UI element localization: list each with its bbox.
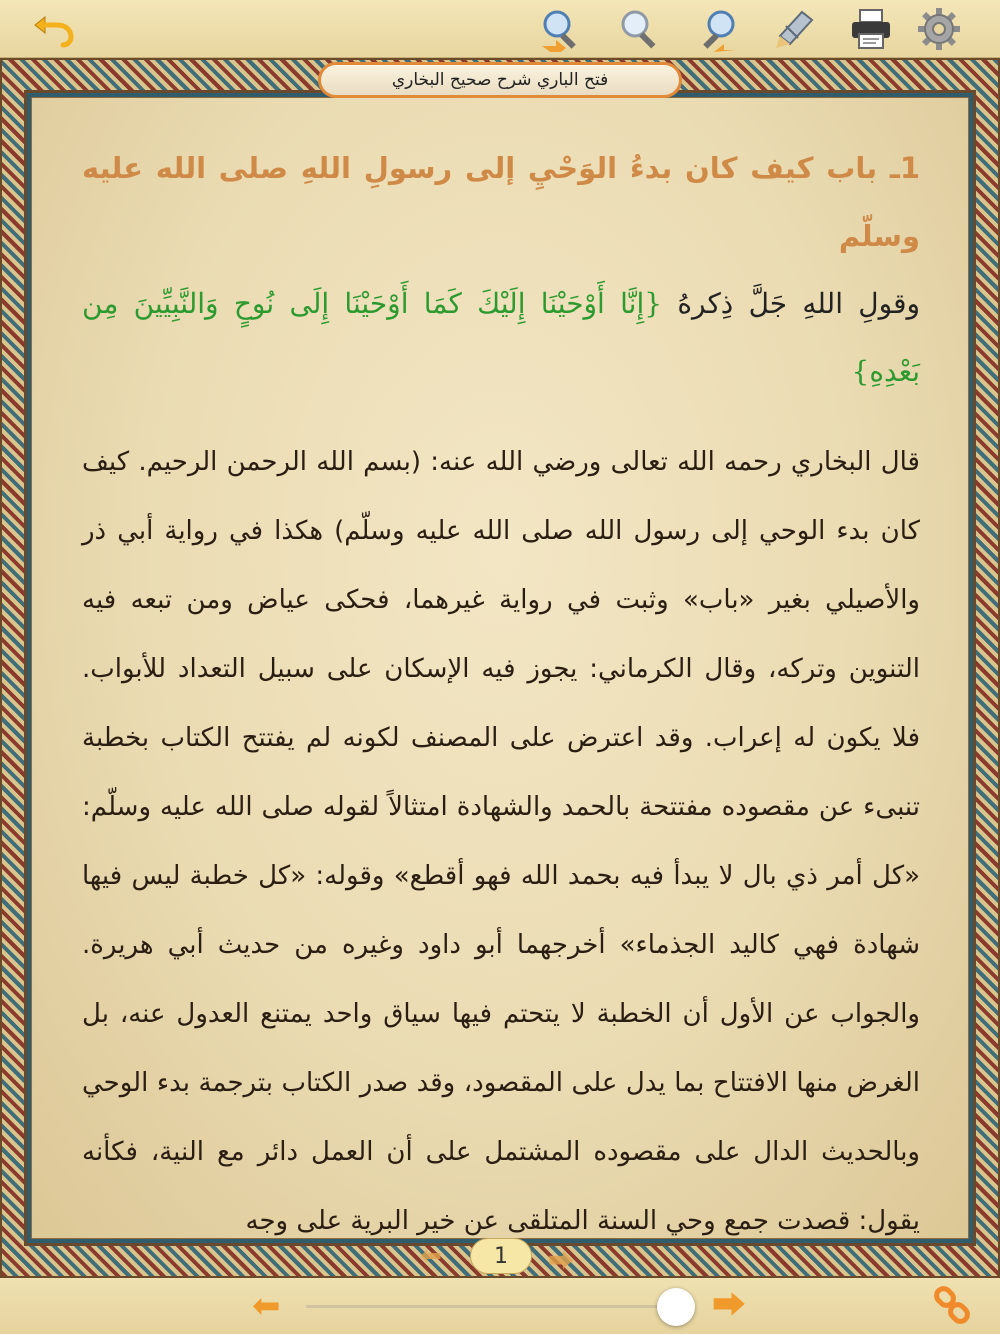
printer-icon[interactable] [848,6,894,52]
previous-page-mini-icon[interactable]: ⬅ [420,1241,442,1271]
page-slider-track[interactable] [306,1305,694,1308]
bottom-toolbar [0,1278,1000,1334]
next-page-mini-icon[interactable]: ⮕ [548,1247,575,1277]
book-title: فتح الباري شرح صحيح البخاري [318,62,682,98]
text-block [82,134,920,1239]
frame-border-inner [27,93,973,1243]
body-text: قال البخاري رحمه الله تعالى ورضي الله عنه: (بسم الله الرحمن الرحيم. كيف كان بدء الوحي إلى رسول الله صلى الله عليه وسلّم) هكذا في رواية أبي ذر والأصيلي بغير «باب» وثبت في رواية غيرهما، فحكى عياض ومن تبعه فيه التنوين وتركه، وقال الكرماني: يجوز فيه الإسكان على سبيل التعداد للأبواب. فلا يكون له إعراب. وقد اعترض على المصنف لكونه لم يفتتح الكتاب بخطبة تنبىء عن مقصوده مفتتحة بالحمد والشهادة امتثالاً لقوله صلى الله عليه وسلّم: «كل أمر ذي بال لا يبدأ فيه بحمد الله فهو أقطع» وقوله: «كل خطبة ليس فيها شهادة فهي كاليد الجذماء» أخرجهما أبو داود وغيره من حديث أبي هريرة. والجواب عن الأول أن الخطبة لا يتحتم فيها سياق واحد يمتنع العدول عنه، بل الغرض منها الافتتاح بما يدل على المقصود، وقد صدر الكتاب بترجمة بدء الوحي وبالحديث الدال على مقصوده المشتمل على أن العمل دائر مع النية، فكأنه يقول: قصدت جمع وحي السنة المتلقى عن خير البرية على وجه [82,447,920,1236]
search-icon[interactable] [616,6,662,52]
gear-icon[interactable] [916,6,962,52]
page-slider-knob[interactable] [657,1288,695,1326]
ornamental-frame [0,58,1000,1278]
previous-page-icon[interactable]: ⬅ [252,1286,281,1326]
link-icon[interactable] [932,1286,972,1330]
quran-verse: {إِنَّا أَوْحَيْنَا إِلَيْكَ كَمَا أَوْحَيْنَا إِلَى نُوحٍ وَالنَّبِيِّينَ مِن بَعْدِهِ} [82,287,920,388]
undo-arrow-icon[interactable] [30,6,76,52]
page-number: 1 [470,1238,532,1274]
quote-intro: وقولِ اللهِ جَلَّ ذِكرهُ [677,287,920,320]
next-page-icon[interactable]: ⮕ [712,1286,746,1326]
frame-border [24,90,976,1246]
bookmark-edit-icon[interactable] [772,6,818,52]
chapter-title: 1ـ باب كيف كان بدءُ الوَحْيِ إلى رسولِ اللهِ صلى الله عليه وسلّم [82,151,920,253]
page-content[interactable] [31,97,969,1239]
top-toolbar [0,0,1000,58]
zoom-out-icon[interactable] [696,6,742,52]
zoom-in-icon[interactable] [538,6,584,52]
chapter-quote [82,270,920,406]
